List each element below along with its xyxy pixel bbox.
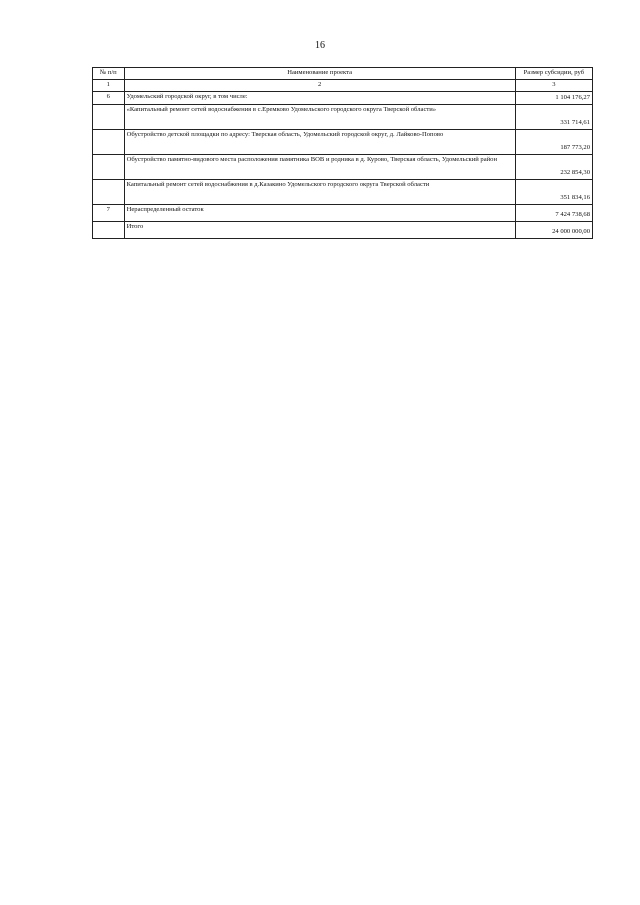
row-name: Капитальный ремонт сетей водоснабжения в д.Казакино Удомельского городского округа Тверской области — [124, 179, 515, 204]
column-index-row — [93, 79, 593, 91]
header-row — [93, 68, 593, 80]
row-name: Нераспределенный остаток — [124, 204, 515, 221]
header-name: Наименование проекта — [124, 68, 515, 80]
page-number: 16 — [315, 40, 325, 51]
total-label: Итого — [124, 221, 515, 238]
row-name: Обустройство детской площадки по адресу: Тверская область, Удомельский городской округ, д. Лайково-Попово — [124, 129, 515, 154]
row-num: 6 — [93, 91, 125, 104]
header-amount: Размер субсидии, руб — [515, 68, 592, 80]
row-num — [93, 104, 125, 129]
subsidy-table — [92, 67, 593, 239]
table-row — [93, 104, 593, 129]
table-row — [93, 91, 593, 104]
row-amount: 232 854,30 — [515, 154, 592, 179]
total-amount: 24 000 000,00 — [515, 221, 592, 238]
row-num — [93, 129, 125, 154]
row-num: 7 — [93, 204, 125, 221]
row-name: Обустройство памятно-видового места расположения памятника ВОВ и родника в д. Курово, Тверская область, Удомельский район — [124, 154, 515, 179]
column-index-3: 3 — [515, 79, 592, 91]
table-row — [93, 129, 593, 154]
row-amount: 351 834,16 — [515, 179, 592, 204]
row-amount: 1 104 176,27 — [515, 91, 592, 104]
header-num: № п/п — [93, 68, 125, 80]
row-num — [93, 221, 125, 238]
row-name: «Капитальный ремонт сетей водоснабжения в с.Еремково Удомельского городского округа Тверской области» — [124, 104, 515, 129]
column-index-2: 2 — [124, 79, 515, 91]
column-index-1: 1 — [93, 79, 125, 91]
row-amount: 331 714,61 — [515, 104, 592, 129]
row-num — [93, 154, 125, 179]
row-amount: 7 424 738,68 — [515, 204, 592, 221]
row-amount: 187 773,20 — [515, 129, 592, 154]
table-row — [93, 179, 593, 204]
total-row — [93, 221, 593, 238]
row-num — [93, 179, 125, 204]
table-row — [93, 204, 593, 221]
row-name: Удомельский городской округ, в том числе: — [124, 91, 515, 104]
table-row — [93, 154, 593, 179]
